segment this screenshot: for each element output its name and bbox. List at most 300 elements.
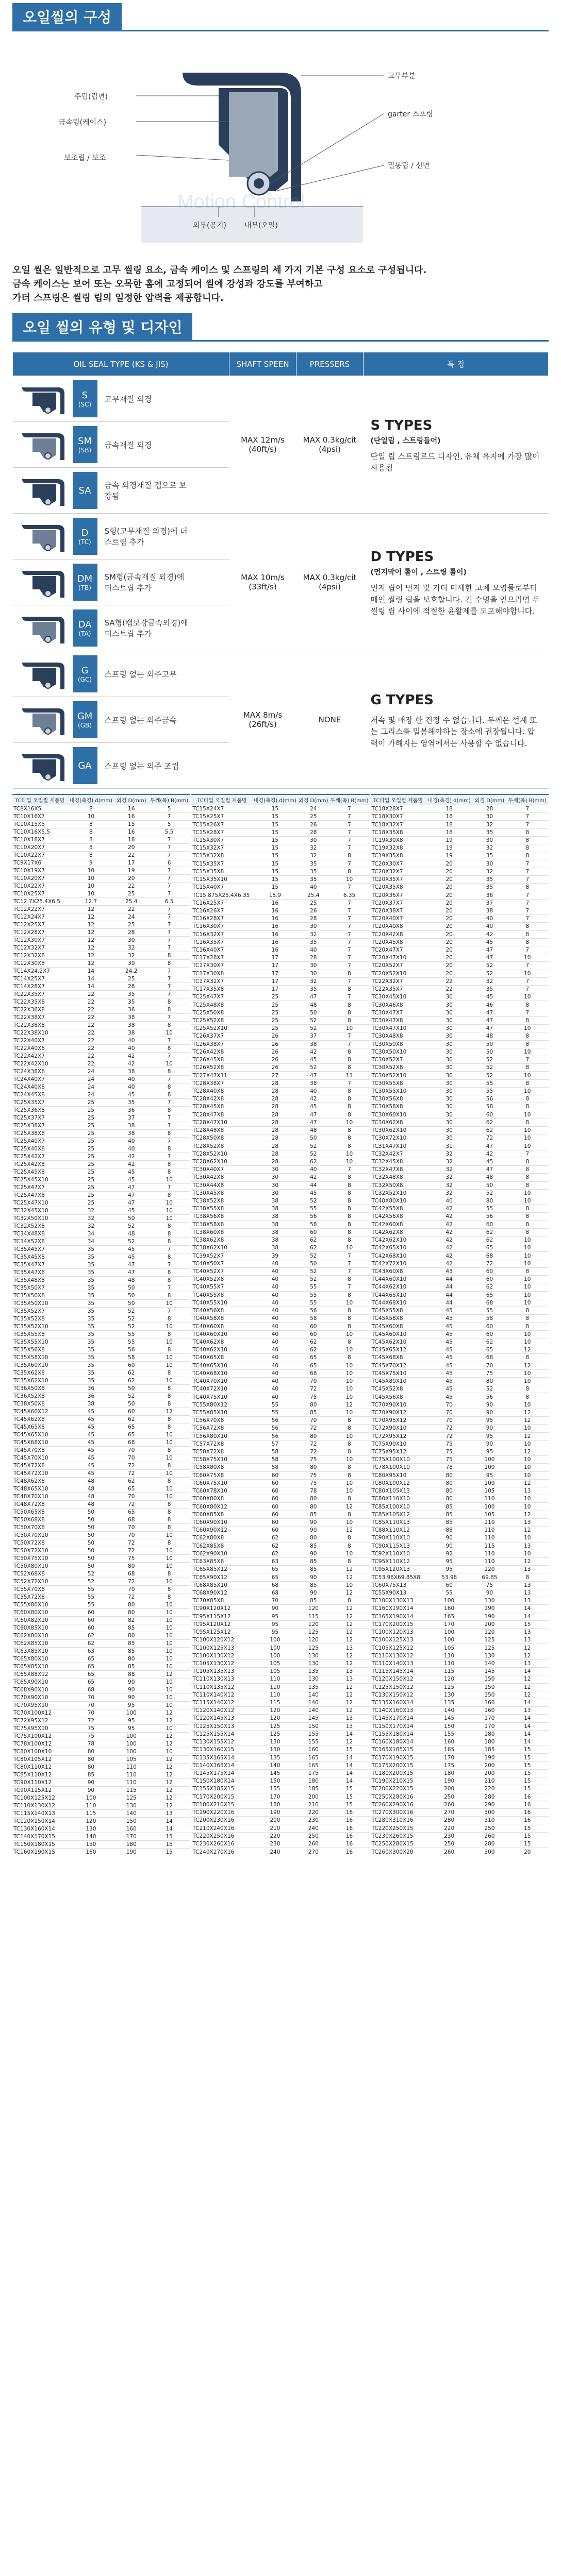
inner-diameter: 15	[253, 868, 298, 875]
outer-diameter: 47	[473, 1016, 506, 1024]
width: 8	[148, 1594, 190, 1601]
table-row	[371, 1440, 549, 1448]
inner-diameter: 60	[253, 1518, 298, 1526]
table-row	[12, 1176, 190, 1184]
part-number: TC55X85X10	[191, 1409, 252, 1416]
table-row	[12, 1478, 190, 1485]
table-row	[12, 1083, 190, 1091]
inner-diameter: 30	[425, 1040, 473, 1048]
outer-diameter: 180	[473, 1730, 506, 1738]
outer-diameter: 50	[115, 1215, 148, 1223]
table-row	[371, 1448, 549, 1455]
table-row	[371, 1221, 549, 1228]
outer-diameter: 35	[473, 986, 506, 993]
width: 10	[329, 1487, 369, 1495]
type-row	[13, 514, 549, 560]
width: 10	[148, 1563, 190, 1570]
width: 15	[148, 1833, 190, 1841]
table-row	[191, 1675, 369, 1683]
part-number: TC25X50X8	[191, 1009, 252, 1016]
table-row	[12, 1369, 190, 1377]
inner-diameter: 28	[253, 1134, 298, 1142]
table-row	[12, 944, 190, 952]
outer-diameter: 45	[298, 1103, 329, 1111]
inner-diameter: 35	[67, 1246, 114, 1253]
width: 7	[329, 915, 369, 923]
part-number: TC30X56X8	[371, 1095, 425, 1103]
outer-diameter: 95	[473, 1448, 506, 1455]
width: 7	[148, 921, 190, 929]
width: 7	[329, 836, 369, 844]
width: 8	[148, 1393, 190, 1400]
outer-diameter: 22	[115, 906, 148, 913]
width: 8	[506, 1064, 549, 1072]
part-number: TC160X190X14	[371, 1605, 425, 1613]
inner-diameter: 30	[425, 993, 473, 1001]
outer-diameter: 52	[298, 1197, 329, 1205]
width: 7	[329, 844, 369, 852]
table-row	[191, 1620, 369, 1628]
outer-diameter: 170	[473, 1715, 506, 1722]
inner-diameter: 16	[253, 930, 298, 938]
outer-diameter: 250	[298, 1832, 329, 1840]
table-row	[371, 1573, 549, 1581]
inner-diameter: 165	[425, 1746, 473, 1754]
part-number: TC100X125X13	[191, 1644, 252, 1652]
inner-diameter: 26	[253, 1040, 298, 1048]
table-row	[191, 1197, 369, 1205]
seal-profile-icon	[17, 426, 69, 463]
table-row	[191, 1511, 369, 1518]
inner-diameter: 75	[425, 1456, 473, 1464]
table-row	[12, 1771, 190, 1779]
inner-diameter: 26	[253, 1064, 298, 1072]
inner-diameter: 24	[67, 1083, 114, 1091]
part-number: TC50X75X10	[12, 1555, 67, 1563]
section-composition-header	[12, 0, 549, 31]
outer-diameter: 48	[298, 1001, 329, 1009]
inner-diameter: 32	[425, 1181, 473, 1189]
table-row	[12, 1184, 190, 1192]
outer-diameter: 30	[115, 960, 148, 968]
outer-diameter: 38	[298, 1040, 329, 1048]
outer-diameter: 52	[298, 1276, 329, 1283]
width: 8	[148, 1161, 190, 1168]
outer-diameter: 145	[298, 1715, 329, 1722]
part-number: TC110X140X12	[191, 1691, 252, 1699]
width: 7	[506, 946, 549, 954]
part-number: TC10X22X7	[12, 883, 67, 890]
width: 8	[329, 1511, 369, 1518]
width: 12	[506, 1409, 549, 1416]
outer-diameter: 40	[473, 915, 506, 923]
part-number: TC125X150X13	[191, 1722, 252, 1730]
part-number: TC34X52X8	[12, 1238, 67, 1246]
part-number: TC100X125X12	[12, 1794, 67, 1802]
outer-diameter: 32	[298, 852, 329, 860]
part-number: TC26X37X7	[191, 1032, 252, 1040]
inner-diameter: 12	[67, 921, 114, 929]
part-number: TC150X180X14	[191, 1777, 252, 1785]
inner-diameter: 8	[67, 821, 114, 828]
outer-diameter: 68	[473, 1252, 506, 1260]
table-row	[191, 1393, 369, 1401]
outer-diameter: 50	[298, 1260, 329, 1267]
inner-diameter: 25	[253, 1009, 298, 1016]
width: 7	[506, 1150, 549, 1158]
part-number: TC40X60X10	[191, 1330, 252, 1338]
outer-diameter: 72	[115, 1501, 148, 1509]
outer-diameter: 40	[115, 1045, 148, 1053]
part-number: TC50X68X8	[12, 1516, 67, 1524]
width: 12	[148, 1771, 190, 1779]
inner-diameter: 155	[253, 1785, 298, 1793]
width: 8	[148, 1586, 190, 1594]
width: 12	[506, 1527, 549, 1534]
outer-diameter: 28	[115, 983, 148, 991]
outer-diameter: 22	[115, 883, 148, 890]
outer-diameter: 160	[473, 1707, 506, 1715]
inner-diameter: 280	[425, 1817, 473, 1824]
inner-diameter: 75	[425, 1440, 473, 1448]
width: 14	[506, 1715, 549, 1722]
part-number: TC78X100X12	[12, 1740, 67, 1748]
table-row	[12, 1586, 190, 1594]
part-number: TC120X150X14	[12, 1818, 67, 1825]
inner-diameter: 40	[253, 1291, 298, 1299]
part-number: TC14X28X7	[12, 983, 67, 991]
part-number: TC42X62X8	[371, 1228, 425, 1236]
width: 14	[329, 1761, 369, 1769]
outer-diameter: 70	[115, 1586, 148, 1594]
outer-diameter: 72	[115, 1578, 148, 1586]
width: 10	[506, 1330, 549, 1338]
outer-diameter: 70	[115, 1454, 148, 1462]
width: 10	[148, 1694, 190, 1702]
inner-diameter: 20	[425, 946, 473, 954]
inner-diameter: 45	[67, 1439, 114, 1447]
inner-diameter: 35	[67, 1377, 114, 1385]
table-row	[191, 1746, 369, 1754]
header-cell: PRESSERS	[296, 352, 364, 376]
width: 7	[329, 907, 369, 914]
outer-diameter: 190	[473, 1613, 506, 1620]
header-cell: 특 징	[364, 352, 549, 376]
part-number: TC62X80X8	[191, 1534, 252, 1542]
inner-diameter: 110	[67, 1802, 114, 1810]
table-row	[371, 1581, 549, 1589]
width: 10	[506, 954, 549, 962]
inner-diameter: 55	[67, 1594, 114, 1601]
label-outside-air: 외부(공기)	[193, 222, 227, 230]
table-row	[12, 1223, 190, 1230]
width: 12	[148, 1787, 190, 1794]
table-row	[371, 1471, 549, 1479]
outer-diameter: 120	[473, 1566, 506, 1573]
type-row	[13, 376, 549, 422]
table-row	[12, 1671, 190, 1679]
inner-diameter: 40	[253, 1369, 298, 1377]
inner-diameter: 78	[425, 1464, 473, 1471]
inner-diameter: 62	[253, 1534, 298, 1542]
outer-diameter: 45	[115, 1168, 148, 1176]
outer-diameter: 160	[473, 1699, 506, 1706]
section-rule	[12, 340, 549, 342]
width: 14	[506, 1699, 549, 1706]
table-row	[191, 1158, 369, 1165]
part-number: TC10X16X7	[12, 813, 67, 821]
inner-diameter: 45	[425, 1338, 473, 1346]
table-row	[191, 1118, 369, 1126]
type-code-badge	[73, 564, 97, 601]
inner-diameter: 25	[67, 1138, 114, 1145]
outer-diameter: 45	[298, 1056, 329, 1064]
outer-diameter: 70	[115, 1447, 148, 1454]
inner-diameter: 25	[67, 1161, 114, 1168]
part-number: TC15X24X7	[191, 805, 252, 813]
part-number: TC12X30X7	[12, 937, 67, 944]
table-row	[371, 1542, 549, 1550]
table-row	[12, 1594, 190, 1601]
inner-diameter: 40	[253, 1267, 298, 1275]
table-row	[371, 1048, 549, 1056]
width: 8	[148, 998, 190, 1006]
inner-diameter: 38	[67, 1400, 114, 1408]
outer-diameter: 38	[115, 1014, 148, 1022]
part-number: TC40X70X10	[191, 1377, 252, 1385]
width: 12	[329, 1613, 369, 1620]
inner-diameter: 120	[253, 1715, 298, 1722]
table-row	[191, 860, 369, 868]
inner-diameter: 80	[67, 1764, 114, 1771]
width: 7	[148, 1284, 190, 1292]
seal-profile-icon	[17, 609, 69, 647]
table-row	[191, 1848, 369, 1856]
table-row	[191, 1236, 369, 1244]
table-row	[12, 952, 190, 960]
width: 12	[329, 1503, 369, 1511]
part-number: TC63X85X10	[12, 1648, 67, 1655]
width: 10	[148, 1439, 190, 1447]
part-number: TC17X28X7	[191, 954, 252, 962]
part-number: TC48X62X8	[12, 1478, 67, 1485]
part-number: TC110X130X12	[12, 1802, 67, 1810]
part-number: TC40X80X10	[371, 1197, 425, 1205]
part-number: TC30X52X10	[371, 1072, 425, 1079]
table-row	[371, 1534, 549, 1542]
inner-diameter: 110	[253, 1691, 298, 1699]
table-row	[12, 821, 190, 828]
inner-diameter: 30	[425, 1118, 473, 1126]
size-header-row	[12, 794, 190, 805]
table-row	[12, 1717, 190, 1725]
type-code: SM	[78, 435, 92, 447]
outer-diameter: 30	[298, 962, 329, 970]
table-row	[12, 1277, 190, 1284]
table-row	[371, 1636, 549, 1644]
table-row	[371, 1801, 549, 1808]
table-row	[12, 968, 190, 975]
table-row	[371, 1479, 549, 1487]
table-row	[12, 1509, 190, 1516]
part-number: TC58X80X8	[191, 1464, 252, 1471]
outer-diameter: 70	[115, 1524, 148, 1532]
width: 8	[148, 1331, 190, 1338]
width: 16	[506, 1793, 549, 1801]
inner-diameter: 39	[253, 1252, 298, 1260]
outer-diameter: 90	[473, 1425, 506, 1432]
outer-diameter: 35	[473, 828, 506, 836]
width: 7	[506, 907, 549, 914]
outer-diameter: 47	[298, 993, 329, 1001]
table-row	[371, 1276, 549, 1283]
table-row	[191, 1072, 369, 1079]
inner-diameter: 140	[425, 1707, 473, 1715]
part-number: TC90X110X10	[371, 1534, 425, 1542]
part-number: TC17X35X8	[191, 986, 252, 993]
inner-diameter: 31	[425, 1142, 473, 1150]
table-row	[12, 1493, 190, 1501]
outer-diameter: 32	[115, 952, 148, 960]
table-row	[12, 1230, 190, 1238]
type-table-header	[13, 352, 549, 376]
inner-diameter: 105	[425, 1644, 473, 1652]
part-number: TC40X62X8	[191, 1338, 252, 1346]
outer-diameter: 65	[115, 1509, 148, 1516]
inner-diameter: 25	[67, 1107, 114, 1114]
outer-diameter: 72	[115, 1539, 148, 1547]
part-number: TC95X115X12	[191, 1613, 252, 1620]
width: 8	[506, 1393, 549, 1401]
width: 12	[506, 1346, 549, 1354]
inner-diameter: 90	[425, 1534, 473, 1542]
width: 10	[148, 1609, 190, 1617]
table-row	[12, 1756, 190, 1764]
width: 15	[148, 1841, 190, 1849]
outer-diameter: 19	[115, 867, 148, 875]
inner-diameter: 40	[253, 1338, 298, 1346]
outer-diameter: 165	[298, 1761, 329, 1769]
outer-diameter: 80	[298, 1401, 329, 1409]
outer-diameter: 24.2	[115, 968, 148, 975]
outer-diameter: 45	[115, 1091, 148, 1099]
inner-diameter: 26	[253, 1048, 298, 1056]
table-row	[371, 1064, 549, 1072]
part-number: TC28X47X8	[191, 1111, 252, 1118]
width: 7	[506, 962, 549, 970]
table-row	[371, 1848, 549, 1856]
outer-diameter: 110	[473, 1527, 506, 1534]
part-number: TC45X80X10	[371, 1377, 425, 1385]
table-row	[12, 1694, 190, 1702]
inner-diameter: 200	[253, 1817, 298, 1824]
inner-diameter: 12	[67, 937, 114, 944]
part-number: TC40X65X8	[191, 1354, 252, 1362]
part-number: TC44X68X10	[371, 1299, 425, 1307]
inner-diameter: 25	[67, 1184, 114, 1192]
inner-diameter: 32	[425, 1166, 473, 1174]
table-row	[12, 1833, 190, 1841]
part-number: TC44X60X10	[371, 1276, 425, 1283]
seal-profile-icon	[17, 701, 69, 738]
part-number: TC62X90X10	[191, 1550, 252, 1557]
part-number: TC40X55X10	[191, 1299, 252, 1307]
outer-diameter: 45	[473, 938, 506, 946]
width: 10	[506, 1338, 549, 1346]
width: 7	[329, 1252, 369, 1260]
part-number: TC30X40X7	[191, 1166, 252, 1174]
part-number: TC18X28X7	[371, 805, 425, 813]
inner-diameter: 110	[253, 1675, 298, 1683]
width: 10	[148, 1655, 190, 1663]
inner-diameter: 8	[67, 852, 114, 859]
table-row	[371, 1840, 549, 1848]
width: 8	[506, 1032, 549, 1040]
inner-diameter: 20	[425, 930, 473, 938]
part-number: TC105X125X12	[371, 1644, 425, 1652]
outer-diameter: 47	[115, 1269, 148, 1277]
outer-diameter: 28	[115, 929, 148, 937]
inner-diameter: 50	[67, 1539, 114, 1547]
label-rubber: 고무부분	[388, 72, 416, 80]
inner-diameter: 38	[253, 1244, 298, 1252]
label-inside-oil: 내부(오일)	[244, 222, 278, 230]
table-row	[371, 1809, 549, 1817]
inner-diameter: 70	[67, 1709, 114, 1717]
feature-sub: (먼지막이 롤이 , 스트링 롤이)	[370, 568, 467, 577]
inner-diameter: 40	[253, 1393, 298, 1401]
table-row	[371, 1009, 549, 1016]
width: 15	[506, 1785, 549, 1793]
inner-diameter: 25	[253, 993, 298, 1001]
feature-title-text: D TYPES	[370, 549, 434, 565]
part-number: TC20X37X7	[371, 899, 425, 907]
inner-diameter: 15	[253, 821, 298, 828]
inner-diameter: 45	[67, 1462, 114, 1470]
width: 12	[148, 1717, 190, 1725]
outer-diameter: 62	[473, 1338, 506, 1346]
inner-diameter: 30	[425, 1072, 473, 1079]
inner-diameter: 30	[253, 1174, 298, 1181]
width: 8	[148, 1292, 190, 1300]
inner-diameter: 45	[67, 1470, 114, 1478]
width: 10	[506, 1291, 549, 1299]
table-row	[371, 1174, 549, 1181]
width: 7	[148, 890, 190, 898]
table-row	[371, 1236, 549, 1244]
width: 7	[148, 929, 190, 937]
outer-diameter: 42	[473, 1150, 506, 1158]
inner-diameter: 28	[253, 1150, 298, 1158]
width: 12	[506, 1417, 549, 1425]
inner-diameter: 34	[67, 1238, 114, 1246]
table-row	[371, 1558, 549, 1566]
inner-diameter: 52	[67, 1570, 114, 1578]
table-row	[371, 1401, 549, 1409]
outer-diameter: 100	[473, 1464, 506, 1471]
table-row	[371, 954, 549, 962]
table-row	[371, 821, 549, 828]
outer-diameter: 130	[298, 1675, 329, 1683]
outer-diameter: 35	[115, 991, 148, 998]
width: 8	[148, 1083, 190, 1091]
table-row	[12, 1138, 190, 1145]
inner-diameter: 22	[67, 1006, 114, 1014]
width: 7	[148, 883, 190, 890]
width: 10	[148, 1493, 190, 1501]
inner-diameter: 240	[253, 1848, 298, 1856]
outer-diameter: 280	[473, 1793, 506, 1801]
